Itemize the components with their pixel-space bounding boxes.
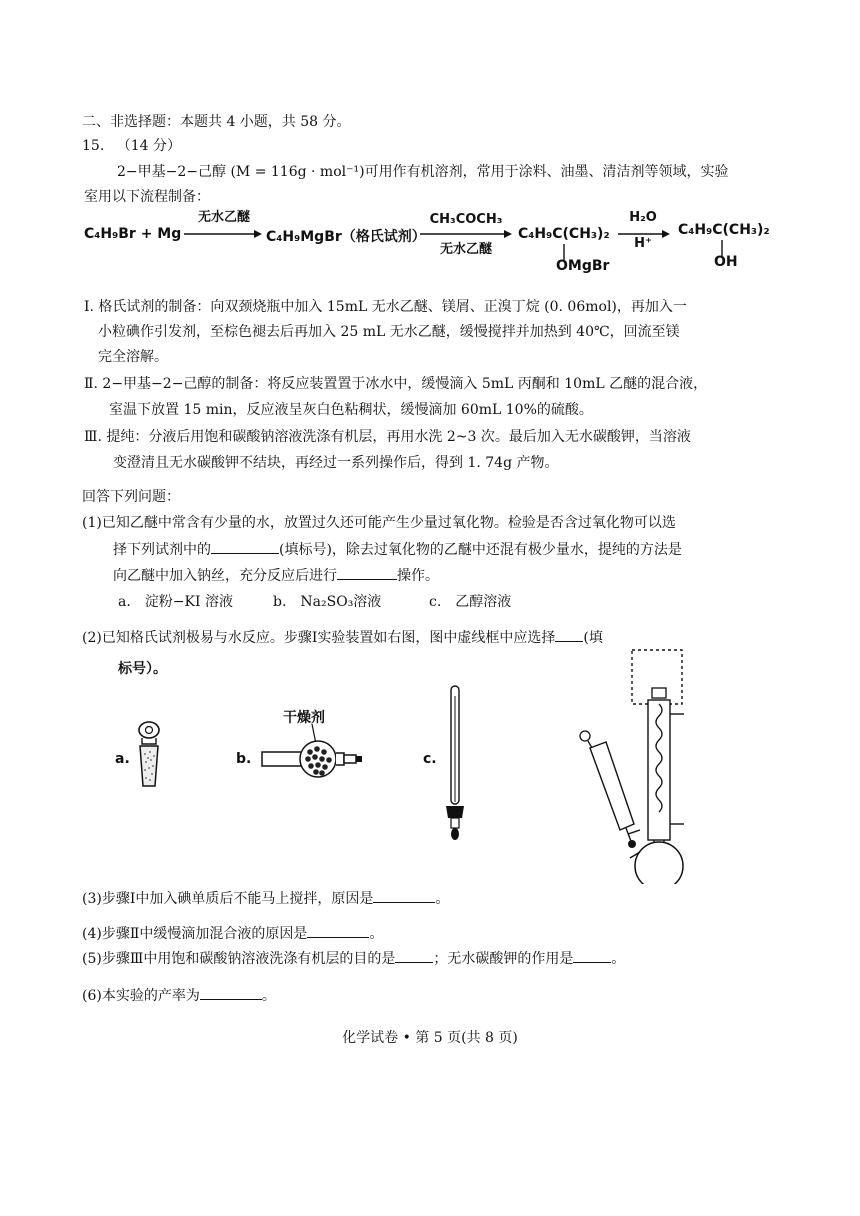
q6: [82, 985, 276, 1006]
q1-option-c: c. 乙醇溶液: [429, 594, 512, 610]
product: C₄H₉C(CH₃)₂: [678, 222, 770, 238]
q5-answer-blank-1[interactable]: [395, 948, 433, 963]
answer-prompt: 回答下列问题：: [82, 489, 180, 505]
q1-line-1: (1)已知乙醚中常含有少量的水，放置过久还可能产生少量过氧化物。检验是否含过氧化物可以选: [82, 515, 676, 531]
q5-mid: ；无水碳酸钾的作用是: [433, 951, 574, 967]
q1-answer-blank-2[interactable]: [337, 565, 397, 580]
arrow-2-top: CH₃COCH₃: [429, 212, 503, 227]
arrow-2-bottom: 无水乙醚: [439, 242, 492, 257]
reflux-apparatus-icon: [570, 648, 696, 884]
step-2-line-2: 室温下放置 15 min，反应液呈灰白色粘稠状，缓慢滴加 60mL 10%的硫酸。: [109, 402, 593, 418]
q6-text: (6)本实验的产率为: [82, 988, 200, 1004]
q6-answer-blank[interactable]: [200, 985, 262, 1000]
desiccant-label: 干燥剂: [283, 710, 325, 726]
q5-text: (5)步骤Ⅲ中用饱和碳酸钠溶液洗涤有机层的目的是: [82, 951, 396, 967]
q2-line-1-b: (填: [583, 630, 603, 646]
drying-tube-icon: [256, 722, 366, 792]
page-footer: 化学试卷 • 第 5 页(共 8 页): [342, 1030, 518, 1046]
q3-answer-blank[interactable]: [373, 888, 435, 903]
step-3-line-1: Ⅲ. 提纯：分液后用饱和碳酸钠溶液洗涤有机层，再用水洗 2~3 次。最后加入无水碳酸钾，当溶液: [84, 429, 691, 445]
q3-end: 。: [435, 891, 450, 907]
q1-option-a: a. 淀粉−KI 溶液: [118, 594, 233, 610]
step-2-line-1: Ⅱ. 2−甲基−2−己醇的制备：将反应装置置于冰水中，缓慢滴入 5mL 丙酮和 10mL 乙醚的混合液，: [84, 376, 708, 392]
q2-answer-blank[interactable]: [555, 627, 583, 642]
step-1-line-3: 完全溶解。: [98, 349, 168, 365]
arrow-1: [182, 222, 264, 242]
q1-option-b: b. Na₂SO₃溶液: [273, 594, 382, 610]
question-score: （14 分）: [116, 138, 181, 154]
section-title: 二、非选择题：本题共 4 小题，共 58 分。: [82, 114, 351, 130]
q1-line-3-b: 操作。: [397, 568, 439, 584]
intro-line-1: 2−甲基−2−己醇 (M = 116g · mol⁻¹)可用作有机溶剂，常用于涂料、油墨、清洁剂等领域，实验: [117, 164, 729, 180]
intermediate: C₄H₉C(CH₃)₂: [518, 226, 610, 242]
q4: [82, 923, 383, 944]
q2-line-1: [82, 627, 603, 648]
grignard-reagent: C₄H₉MgBr（格氏试剂）: [266, 229, 426, 245]
stopper-icon: [130, 716, 170, 790]
q2-line-2: 标号）。: [118, 661, 167, 677]
option-b-label: b.: [236, 751, 252, 767]
q5-answer-blank-2[interactable]: [573, 948, 611, 963]
q1-line-2-b: (填标号)，除去过氧化物的乙醚中还混有极少量水，提纯的方法是: [279, 542, 682, 558]
step-1-line-1: Ⅰ. 格氏试剂的制备：向双颈烧瓶中加入 15mL 无水乙醚、镁屑、正溴丁烷 (0. 06mol)，再加入一: [84, 299, 687, 315]
option-c-label: c.: [423, 751, 437, 767]
question-number-text: 15.: [82, 138, 105, 154]
intro-line-2: 室用以下流程制备：: [84, 189, 210, 205]
q4-end: 。: [369, 926, 384, 942]
q4-answer-blank[interactable]: [307, 923, 369, 938]
q1-line-3: [113, 565, 439, 586]
arrow-3-bottom: H⁺: [634, 236, 652, 251]
reactants: C₄H₉Br + Mg: [84, 226, 182, 242]
thermometer-icon: [440, 684, 470, 844]
q1-line-2: [113, 539, 682, 560]
q2-line-1-a: (2)已知格氏试剂极易与水反应。步骤Ⅰ实验装置如右图，图中虚线框中应选择: [82, 630, 556, 646]
step-3-line-2: 变澄清且无水碳酸钾不结块，再经过一系列操作后，得到 1. 74g 产物。: [113, 455, 559, 471]
q3-text: (3)步骤Ⅰ中加入碘单质后不能马上搅拌，原因是: [82, 891, 374, 907]
arrow-3-top: H₂O: [629, 210, 657, 225]
question-number: [82, 136, 181, 156]
q5-end: 。: [611, 951, 626, 967]
option-a-label: a.: [115, 751, 130, 767]
product-substituent: OH: [714, 254, 738, 270]
q3: [82, 888, 449, 909]
step-1-line-2: 小粒碘作引发剂，至棕色褪去后再加入 25 mL 无水乙醚，缓慢搅拌并加热到 40℃，回流至镁: [98, 324, 680, 340]
q1-answer-blank-1[interactable]: [211, 539, 279, 554]
q5: [82, 948, 625, 969]
q1-line-3-a: 向乙醚中加入钠丝，充分反应后进行: [113, 568, 337, 584]
q1-line-2-a: 择下列试剂中的: [113, 542, 211, 558]
q4-text: (4)步骤Ⅱ中缓慢滴加混合液的原因是: [82, 926, 308, 942]
arrow-1-label: 无水乙醚: [197, 210, 250, 225]
q6-end: 。: [261, 988, 276, 1004]
intermediate-substituent: OMgBr: [556, 258, 610, 274]
